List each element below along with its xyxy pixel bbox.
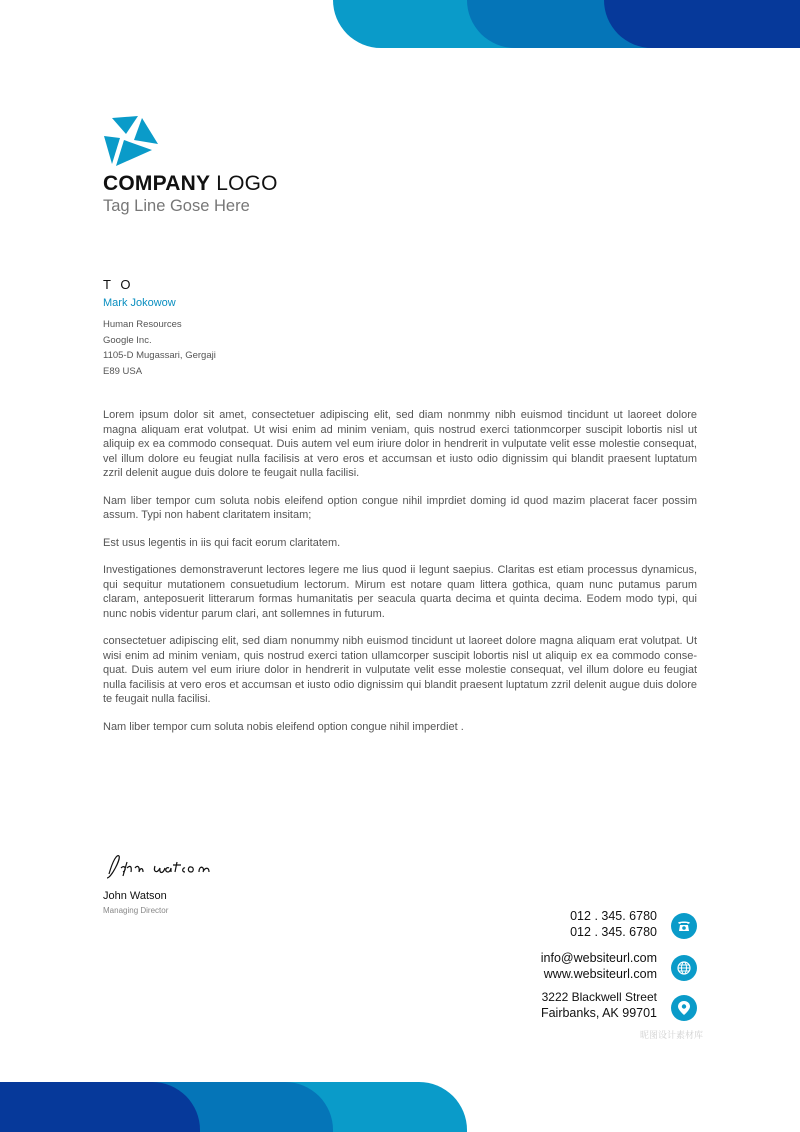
top-band-dark [604,0,800,48]
email-link[interactable]: info@websiteurl.com [540,951,657,965]
body-paragraph: Nam liber tempor cum soluta nobis eleifend option congue nihil imprdiet doming id quod mazim placerat facer possim assum. Typi non habent claritatem insitam; [103,494,697,521]
tagline: Tag Line Gose Here [103,197,250,215]
watermark: 昵图设计素材库 [640,1030,704,1040]
recipient-address-line: E89 USA [103,366,143,377]
letter-body [103,408,697,747]
bottom-band-dark [0,1082,200,1132]
body-paragraph: Investigationes demonstraverunt lectores legere me lius quod ii legunt saepius. Claritas est etiam processus dynamicus, qui sequitur mutationem consuetudium lectorum. Mirum est notare quam littera gothica, quam nunc putamus parum claram, anteposuerit litterarum formas humanitatis per seacula quarta decima et quinta decima. Eodem modo typi, qui nunc nobis videntur parum clari, ant sollemnes in futurum. [103,564,697,620]
to-label: T O [103,277,134,292]
signer-title: Managing Director [103,906,169,915]
signer-name: John Watson [103,890,167,902]
company-logo-icon [102,114,160,168]
company-name [103,172,278,196]
location-pin-icon [671,995,697,1021]
company-name-light: LOGO [216,172,278,195]
handwritten-signature [103,850,233,880]
globe-icon [671,955,697,981]
phone-number[interactable]: 012 . 345. 6780 [570,925,657,939]
phone-number[interactable]: 012 . 345. 6780 [570,909,657,923]
city-address: Fairbanks, AK 99701 [540,1006,657,1020]
recipient-address-line: Google Inc. [103,335,152,346]
phone-icon [671,913,697,939]
company-name-bold: COMPANY [103,172,211,195]
recipient-address-line: Human Resources [103,319,182,330]
street-address: 3222 Blackwell Street [541,990,657,1004]
body-paragraph: consectetuer adipiscing elit, sed diam nonummy nibh euismod tincidunt ut laoreet dolore magna aliquam erat volutpat. Ut wisi enim ad minim veniam, quis nostrud exerci tation ullamcorper suscipit lobortis nisl ut aliquip ex ea commodo conse-quat. Duis autem vel eum iriure dolor in hendrerit in vulputate velit esse molestie consequat, vel illum dolore eu feugiat nulla facilisis at vero eros et accumsan et iusto odio dignissim qui blandit praesent luptatum zzril delenit augue duis dolore te feugait nulla facilisi. [103,635,697,705]
website-link[interactable]: www.websiteurl.com [543,967,657,981]
body-paragraph: Nam liber tempor cum soluta nobis eleifend option congue nihil imperdiet . [103,720,464,733]
body-paragraph: Est usus legentis in iis qui facit eorum claritatem. [103,536,341,549]
body-paragraph: Lorem ipsum dolor sit amet, consectetuer adipiscing elit, sed diam nonmmy nibh euismod tincidunt ut laoreet dolore magna aliquam erat volutpat. Ut wisi enim ad minim veniam, quis nostrud exerci tationmcorper suscipit lobortis nisl ut aliquip ex ea commodo consequat. Duis autem vel eum iriure dolor in hendrerit in vulputate velit esse molestie consequat, vel illum dolore eu feugiat nulla facilisis at vero eros et accumsan et iusto odio dignissim qui blandit praesent luptatum zzril delenit augue duis dolore te feugait nulla facilisi. [103,409,697,479]
recipient-address-line: 1105-D Mugassari, Gergaji [103,350,216,361]
recipient-name: Mark Jokowow [103,297,176,309]
